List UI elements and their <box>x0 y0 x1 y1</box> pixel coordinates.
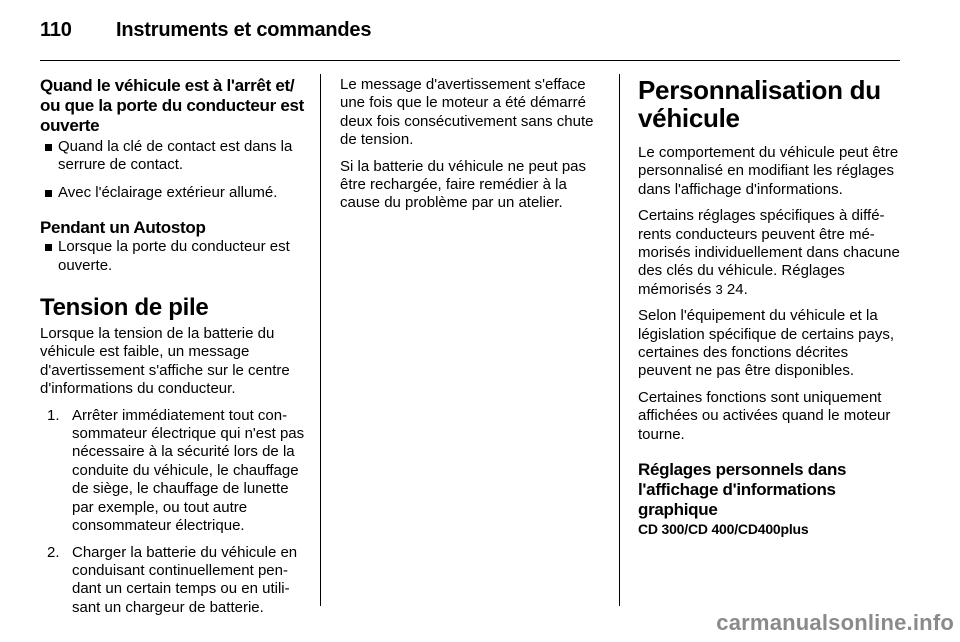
bullet-square-icon <box>45 244 52 251</box>
page-header <box>40 19 371 42</box>
paragraph: Le message d'avertissement s'efface une fois que le moteur a été démarré deux fois consécutivement sans chute de tension. <box>340 76 594 149</box>
column-1 <box>40 76 308 617</box>
bullet-item: Lorsque la porte du conducteur est ouverte. <box>40 238 308 275</box>
column-2 <box>340 76 606 213</box>
chapter-title: Instruments et commandes <box>116 19 372 41</box>
bullet-square-icon <box>45 144 52 151</box>
paragraph: Si la batterie du véhicule ne peut pas être rechargée, faire remédier à la cause du problème par un atelier. <box>340 157 586 212</box>
heading-personal-settings: Réglages personnels dans l'affichage d'informations graphique <box>638 460 847 520</box>
watermark: carmanualsonline.info <box>716 610 954 635</box>
column-3 <box>638 76 900 538</box>
subheading-radio-models: CD 300/CD 400/CD400plus <box>638 521 809 538</box>
paragraph: Le comportement du véhicule peut être personnalisé en modifiant les réglages dans l'affichage d'informations. <box>638 144 899 198</box>
section-title-personalization: Personnalisation du véhicule <box>638 75 881 133</box>
header-rule <box>40 60 900 61</box>
bullet-square-icon <box>45 190 52 197</box>
page-reference-arrow-icon: 3 <box>715 281 723 297</box>
column-divider <box>619 74 620 606</box>
paragraph: Certaines fonctions sont uniquement affichées ou activées quand le moteur tourne. <box>638 388 891 443</box>
numbered-step: 1. Arrêter immédiatement tout consommateur électrique qui n'est pas nécessaire à la sécurité lors de la conduite du véhicule, le chauffage de siège, le chauffage de lunette par exemple, ou tout autre consommateur électrique. <box>47 406 305 535</box>
bullet-item: Avec l'éclairage extérieur allumé. <box>40 184 308 202</box>
paragraph: Certains réglages spécifiques à différents conducteurs peuvent être mémorisés individuellement dans chacune des clés du véhicule. Réglages mémorisés 3 24. <box>638 207 900 298</box>
battery-intro: Lorsque la tension de la batterie du véhicule est faible, un message d'avertissement s'affiche sur le centre d'informations du conducteur. <box>40 325 290 398</box>
bullet-item: Quand la clé de contact est dans la serrure de contact. <box>40 138 308 175</box>
paragraph: Selon l'équipement du véhicule et la législation spécifique de certains pays, certaines des fonctions décrites peuvent ne pas être disponibles. <box>638 307 894 380</box>
numbered-step: 2. Charger la batterie du véhicule en conduisant continuellement pendant un certain temps ou en utilisant un chargeur de batterie. <box>47 543 298 616</box>
column-divider <box>320 74 321 606</box>
heading-autostop: Pendant un Autostop <box>40 218 206 238</box>
heading-vehicle-stopped: Quand le véhicule est à l'arrêt et/ ou que la porte du conducteur est ouverte <box>40 76 305 135</box>
section-title-battery: Tension de pile <box>40 294 209 322</box>
page-number: 110 <box>40 19 72 41</box>
